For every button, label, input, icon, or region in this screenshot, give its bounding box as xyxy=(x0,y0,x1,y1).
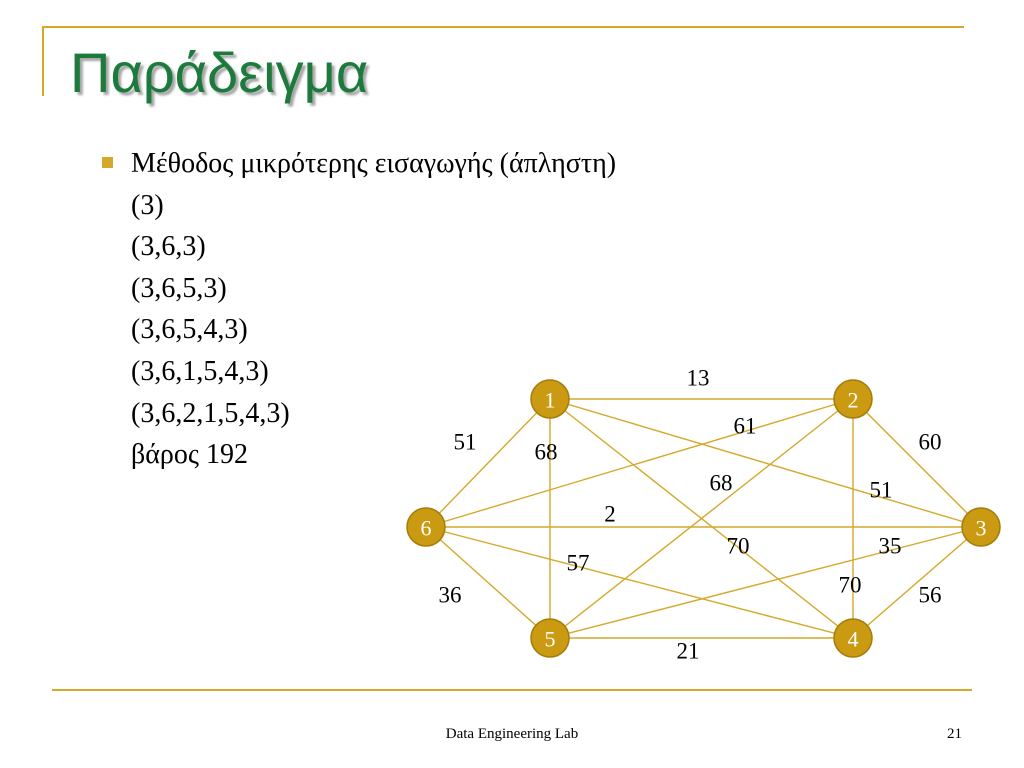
edge-weight-label: 51 xyxy=(869,477,893,503)
nodes-layer xyxy=(407,380,1000,657)
edge-weight-label: 2 xyxy=(604,501,616,527)
edge-2-6 xyxy=(426,399,853,527)
page-number: 21 xyxy=(947,726,962,742)
slide-title: Παράδειγμα xyxy=(70,41,369,104)
bullet-line: βάρος 192 xyxy=(131,439,248,471)
footer-rule xyxy=(52,689,972,691)
edge-weight-label: 68 xyxy=(534,439,558,465)
graph-node-4 xyxy=(834,619,872,657)
edge-weight-label: 70 xyxy=(838,572,862,598)
bullet-line: (3) xyxy=(131,189,164,221)
footer-text: Data Engineering Lab xyxy=(445,726,579,742)
edge-weight-label: 61 xyxy=(733,413,757,439)
bullet-line: (3,6,1,5,4,3) xyxy=(131,355,269,387)
graph-node-2 xyxy=(834,380,872,418)
edge-weight-label: 60 xyxy=(918,429,942,455)
bullet-line: (3,6,3) xyxy=(131,231,206,263)
graph-node-5 xyxy=(531,619,569,657)
node-label: 6 xyxy=(420,515,432,541)
edges-layer xyxy=(426,399,981,638)
node-label: 2 xyxy=(847,387,859,413)
bullet-line: (3,6,2,1,5,4,3) xyxy=(131,397,290,429)
node-label: 1 xyxy=(544,387,556,413)
edge-weight-label: 36 xyxy=(438,582,462,608)
edge-weight-label: 57 xyxy=(566,550,590,576)
edge-6-4 xyxy=(426,527,853,638)
edge-weight-label: 35 xyxy=(878,533,902,559)
edge-weight-label: 13 xyxy=(686,365,710,391)
node-label: 5 xyxy=(544,626,556,652)
graph-node-3 xyxy=(962,508,1000,546)
edge-weight-label: 51 xyxy=(453,429,477,455)
edge-weight-label: 56 xyxy=(918,582,942,608)
bullet-line: (3,6,5,3) xyxy=(131,272,227,304)
node-label: 4 xyxy=(847,626,859,652)
bullet-line: Μέθοδος μικρότερης εισαγωγής (άπληστη) xyxy=(131,148,617,179)
node-label: 3 xyxy=(975,515,987,541)
edge-weight-label: 21 xyxy=(676,638,700,664)
edge-weight-label: 68 xyxy=(709,470,733,496)
edge-weight-label: 70 xyxy=(726,533,750,559)
graph-node-6 xyxy=(407,508,445,546)
bullet-line: (3,6,5,4,3) xyxy=(131,314,248,346)
graph-node-1 xyxy=(531,380,569,418)
